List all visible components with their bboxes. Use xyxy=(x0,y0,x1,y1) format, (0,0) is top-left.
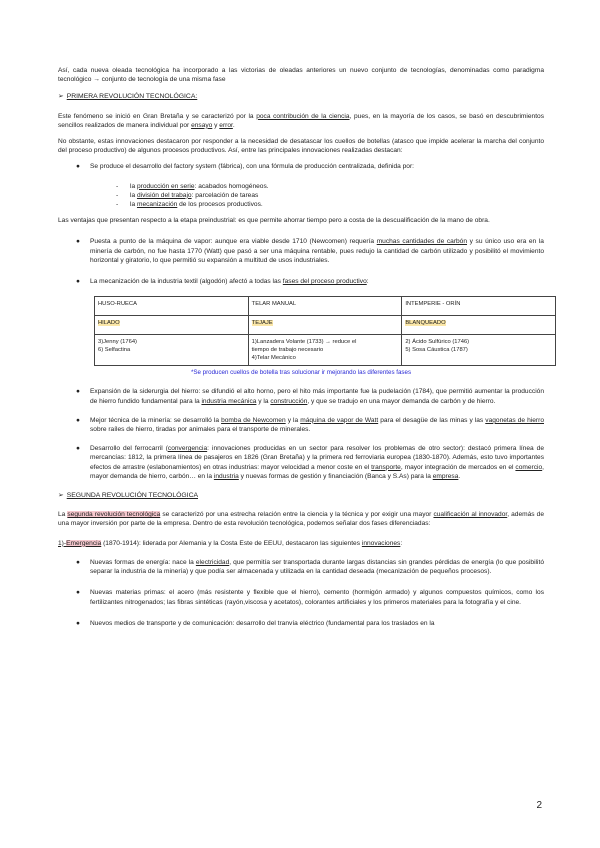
bullet-railway: ● Desarrollo del ferrocarril (convergencia: innovaciones producidas en un sector para resolver los problemas de otro sector): destacó primera línea de mercancías: 1812, la primera línea de pasajeros en 1826 (Gran Bretaña) y la primera red ferroviaria europea (1830-1870). Además, esto tuvo importantes efectos de arrastre (eslabonamientos) en otras industrias: mayor velocidad a menor coste en el transporte, mayor integración de mercados en el comercio, mayor demanda de hierro, carbón… en la industria y nuevas formas de gestión y financiación (Banca y S.As) para la empresa. xyxy=(76,445,545,480)
section1-paragraph-3: Las ventajas que presentan respecto a la etapa preindustrial: es que permite ahorrar tiempo pero a costa de la descualificación de la mano de obra. xyxy=(58,217,490,225)
bullet-factory-system: ● Se produce el desarrollo del factory system (fábrica), con una fórmula de producción centralizada, definida por: xyxy=(76,163,414,171)
bullet-textile: ● La mecanización de la industria textil (algodón) afectó a todas las fases del proceso productivo: xyxy=(76,278,369,286)
section1-paragraph-1: Este fenómeno se inició en Gran Bretaña y se caracterizó por la poca contribución de la ciencia, pues, en la mayoría de los casos, se basó en descubrimientos sencillos realizados de manera individual por ensayo y error. xyxy=(58,112,545,129)
bullet-icon: ● xyxy=(76,445,80,453)
bullet-icon: ● xyxy=(76,619,80,627)
factory-system-list xyxy=(58,182,544,210)
list-item: - la mecanización de los procesos productivos. xyxy=(116,201,263,209)
textile-phases-table xyxy=(94,296,556,366)
table-header-cell: INTEMPERIE - ORÍN xyxy=(402,297,556,316)
table-note: *Se producen cuellos de botella tras solucionar ir mejorando las diferentes fases xyxy=(190,369,412,377)
section2-heading xyxy=(58,491,544,500)
list-item: - la división del trabajo: parcelación de tareas xyxy=(116,191,259,199)
table-cell: TEJAJE xyxy=(248,316,402,335)
bullet-iron: ● Expansión de la siderurgia del hierro: se difundió el alto horno, pero el hito más importante fue la pudelación (1784), que permitió aumentar la producción de hierro fundido fundamental para la industria mecánica y la construcción, y que se tradujo en una mayor demanda de carbón y de hierro. xyxy=(76,388,544,405)
arrow-bullet-icon: ➢ xyxy=(58,492,64,500)
section1-heading xyxy=(58,92,544,101)
bullet-transport: ● Nuevos medios de transporte y de comunicación: desarrollo del tranvía eléctrico (fundamental para los traslados en la xyxy=(76,619,435,627)
section2-title: SEGUNDA REVOLUCIÓN TECNOLÓGICA xyxy=(66,492,199,500)
table-cell: BLANQUEADO xyxy=(402,316,556,335)
bullet-energy: ● Nuevas formas de energía: nace la electricidad, que permitía ser transportada durante largas distancias sin grandes pérdidas de energía (lo que posibilitó separar la industria de la minería) y que podía ser almacenada y utilizada en la cantidad deseada (mecanización de pequeños procesos). xyxy=(76,558,544,576)
bullet-icon: ● xyxy=(76,558,80,566)
section2-paragraph-2: 1)-Emergencia (1870-1914): liderada por Alemania y la Costa Este de EEUU, destacaron las siguientes innovaciones: xyxy=(58,539,403,547)
page-number: 2 xyxy=(536,800,542,811)
table-cell: 3)Jenny (1764) 6) Selfactina xyxy=(95,335,249,366)
bullet-mining: ● Mejor técnica de la minería: se desarrolló la bomba de Newcomen y la máquina de vapor de Watt para el desagüe de las minas y las vagonetas de hierro sobre raíles de hierro, tiradas por animales para el transporte de minerales. xyxy=(76,416,544,434)
bullet-materials: ● Nuevas materias primas: el acero (más resistente y flexible que el hierro), cemento (hormigón armado) y algunos compuestos químicos, como los fertilizantes nitrogenados; las fibras sintéticas (rayón,viscosa y acetatos), colorantes artificiales y los primeros materiales para la fotografía y el cine. xyxy=(76,589,544,606)
arrow-bullet-icon: ➢ xyxy=(58,93,64,101)
bullet-icon: ● xyxy=(76,278,80,286)
bullet-icon: ● xyxy=(76,388,80,396)
intro-paragraph: Así, cada nueva oleada tecnológica ha incorporado a las victorias de oleadas anteriores un nuevo conjunto de tecnologías, denominadas como paradigma tecnológico → conjunto de tecnología de una misma fase xyxy=(58,67,544,84)
table-cell: 1)Lanzadera Volante (1733) → reduce el tiempo de trabajo necesario 4)Telar Mecánico xyxy=(248,335,402,366)
table-cell: HILADO xyxy=(95,316,249,335)
section1-title: PRIMERA REVOLUCIÓN TECNOLÓGICA: xyxy=(66,93,198,101)
bullet-icon: ● xyxy=(76,589,80,597)
table-cell: 2) Ácido Sulfúrico (1746) 5) Sosa Cáustica (1787) xyxy=(402,335,556,366)
section2-paragraph-1: La segunda revolución tecnológica se caracterizó por una estrecha relación entre la ciencia y la técnica y por exigir una mayor cualificación al innovador, además de una mayor inversión por parte de la empresa. Dentro de esta revolución tecnológica, podemos señalar dos fases diferenciadas: xyxy=(58,511,544,528)
table-header-cell: HUSO-RUECA xyxy=(95,297,249,316)
bullet-icon: ● xyxy=(76,416,80,424)
bullet-icon: ● xyxy=(76,163,80,171)
bullet-icon: ● xyxy=(76,238,80,246)
list-item: - la producción en serie: acabados homogéneos. xyxy=(116,182,269,190)
page-content xyxy=(58,66,544,638)
bullet-steam-engine: ● Puesta a punto de la máquina de vapor: aunque era viable desde 1710 (Newcomen) requería muchas cantidades de carbón y su único uso era en la minería de carbón, no fue hasta 1770 (Watt) que pasó a ser una máquina rentable, pues redujo la cantidad de carbón utilizado y posibilitó el movimiento horizontal y giratorio, lo que permitió su expansión a multitud de usos industriales. xyxy=(76,238,544,264)
section1-paragraph-2: No obstante, estas innovaciones destacaron por responder a la necesidad de desatascar los cuellos de botellas (atasco que impide acelerar la marcha del conjunto del proceso productivo) de algunos procesos productivos. Así, entre las principales innovaciones realizadas destacan: xyxy=(58,138,544,155)
table-header-cell: TELAR MANUAL xyxy=(248,297,402,316)
